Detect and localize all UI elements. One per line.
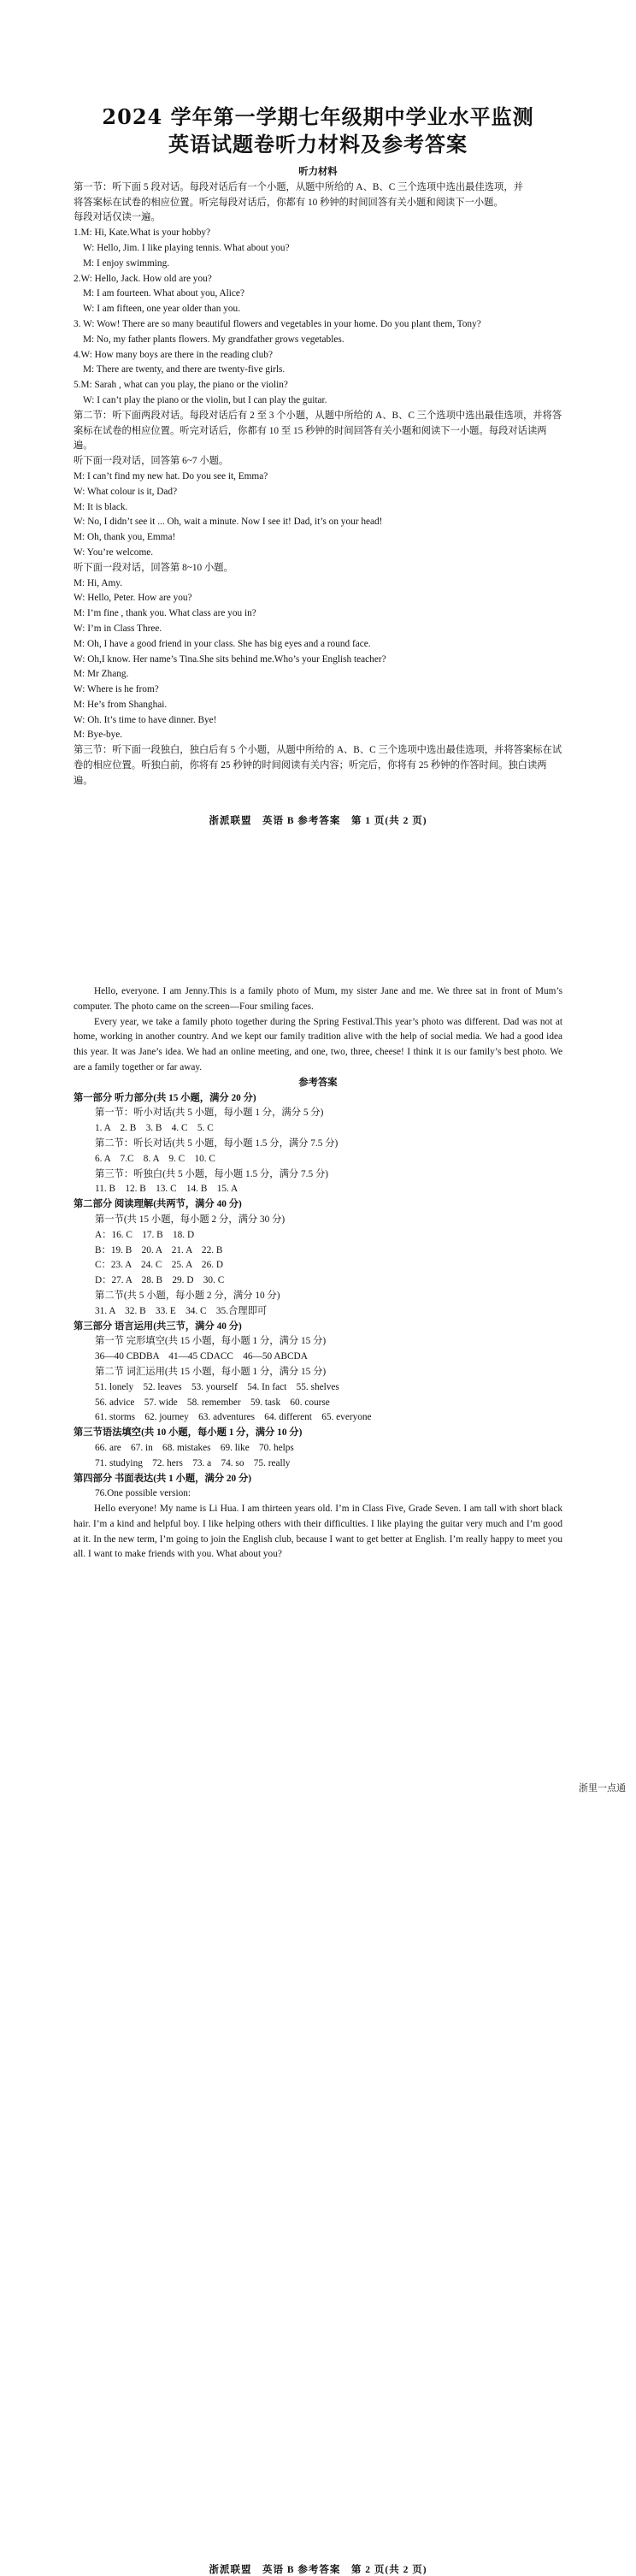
dialogue-line: M: Oh, thank you, Emma! (74, 532, 176, 543)
conversation2-intro: 听下面一段对话，回答第 8~10 小题。 (74, 562, 233, 573)
page-subtitle: 英语试题卷听力材料及参考答案 (168, 132, 468, 157)
dialogue-line: W: No, I didn’t see it ... Oh, wait a minute. Now I see it! Dad, it’s on your head! (74, 517, 383, 528)
dialogue-line: W: Oh,I know. Her name’s Tina.She sits behind me.Who’s your English teacher? (74, 653, 386, 665)
dialogue-line: 4.W: How many boys are there in the reading club? (74, 349, 273, 360)
dialogue-line: W: Hello, Jim. I like playing tennis. What about you? (83, 242, 290, 253)
part1-heading: 第一部分 听力部分(共 15 小题，满分 20 分) (74, 1092, 256, 1103)
dialogue-line: W: I’m in Class Three. (74, 623, 162, 634)
section-heading: 第一节(共 15 小题，每小题 2 分，满分 30 分) (95, 1214, 286, 1225)
answer-line: 36—40 CBDBA 41—45 CDACC 46—50 ABCDA (95, 1351, 308, 1362)
dialogue-line: M: I can’t find my new hat. Do you see it, Emma? (74, 470, 268, 482)
answer-line: C：23. A 24. C 25. A 26. D (95, 1260, 224, 1271)
monologue-paragraph: Every year, we take a family photo together during the Spring Festival.This year’s photo was different. Dad was not at home, working in another country. And we kept our family tradition alive with the help of social media. We had a good idea this year. It was Jane’s idea. We had an online meeting, and one, two, three, cheese! I think it is our family’s best photo. We are a family together or far away. (74, 1016, 562, 1072)
dialogue-line: W: Where is he from? (74, 684, 159, 695)
answer-line: 6. A 7.C 8. A 9. C 10. C (95, 1153, 215, 1164)
dialogue-line: 2.W: Hello, Jack. How old are you? (74, 273, 212, 284)
dialogue-line: M: It is black. (74, 501, 128, 512)
section1-instructions: 第一节：听下面 5 段对话。每段对话后有一个小题，从题中所给的 A、B、C 三个选项中选出最佳选项，并 (74, 181, 523, 192)
answer-line: 31. A 32. B 33. E 34. C 35.合理即可 (95, 1305, 268, 1316)
dialogue-line: M: Bye-bye. (74, 730, 123, 741)
conversation1-intro: 听下面一段对话，回答第 6~7 小题。 (74, 456, 229, 467)
part3-heading: 第三部分 语言运用(共三节，满分 40 分) (74, 1320, 242, 1332)
section-heading: 第二节 词汇运用(共 15 小题，每小题 1 分，满分 15 分) (95, 1366, 327, 1377)
dialogue-line: M: I enjoy swimming. (83, 257, 170, 269)
answer-line: 11. B 12. B 13. C 14. B 15. A (95, 1184, 238, 1195)
section1-instructions: 每段对话仅读一遍。 (74, 212, 161, 223)
dialogue-line: M: Oh, I have a good friend in your class. She has big eyes and a round face. (74, 638, 371, 649)
section-heading: 第三节：听独白(共 5 小题，每小题 1.5 分，满分 7.5 分) (95, 1168, 329, 1179)
answer-line: B：19. B 20. A 21. A 22. B (95, 1244, 223, 1256)
dialogue-line: W: I am fifteen, one year older than you. (83, 304, 241, 315)
section3-instructions: 第三节：听下面一段独白，独白后有 5 个小题，从题中所给的 A、B、C 三个选项中选出最佳选项，并将答案标在试卷的相应位置。听独白前，你将有 25 秒钟的时间阅读有关内容；听完后，你将有 25 秒钟的作答时间。独白读两遍。 (74, 745, 562, 786)
dialogue-line: W: I can’t play the piano or the violin, but I can play the guitar. (83, 394, 327, 405)
dialogue-line: W: You’re welcome. (74, 547, 154, 558)
answer-line: 71. studying 72. hers 73. a 74. so 75. really (95, 1457, 291, 1468)
essay-text: Hello everyone! My name is Li Hua. I am thirteen years old. I’m in Class Five, Grade Seven. I am tall with short black hair. I’m a kind and helpful boy. I like helping others with their difficulties. I like playing the guitar very much and I’m good at it. In the new term, I’m going to join the English club, because I want to get better at English. I’m really happy to meet you all. I want to make friends with you. What about you? (74, 1504, 562, 1560)
page-footer: 浙派联盟 英语 B 参考答案 第 1 页(共 2 页) (209, 816, 427, 826)
answer-line: 66. are 67. in 68. mistakes 69. like 70. helps (95, 1442, 294, 1453)
answer-line: 61. storms 62. journey 63. adventures 64. different 65. everyone (95, 1412, 372, 1423)
monologue-and-answers (74, 984, 562, 1563)
page-footer: 浙派联盟 英语 B 参考答案 第 2 页(共 2 页) (209, 2565, 427, 2575)
dialogue-line: M: He’s from Shanghai. (74, 699, 168, 710)
section-heading: 第三节语法填空(共 10 小题，每小题 1 分，满分 10 分) (74, 1427, 303, 1439)
dialogue-line: M: Mr Zhang. (74, 669, 129, 680)
page-2 (0, 858, 636, 2575)
section2-instructions: 第二节：听下面两段对话。每段对话后有 2 至 3 个小题，从题中所给的 A、B、C 三个选项中选出最佳选项，并将答案标在试卷的相应位置。听完对话后，你都有 10 至 15 秒钟的时间回答有关小题和阅读下一小题。每段对话读两遍。 (74, 410, 562, 452)
dialogue-line: 3. W: Wow! There are so many beautiful flowers and vegetables in your home. Do you plant them, Tony? (74, 318, 481, 329)
part4-heading: 第四部分 书面表达(共 1 小题，满分 20 分) (74, 1473, 252, 1484)
monologue-paragraph: Hello, everyone. I am Jenny.This is a family photo of Mum, my sister Jane and me. We three sat in front of Mum’s computer. The photo came on the screen—Four smiling faces. (74, 986, 562, 1012)
listening-heading: 听力材料 (298, 167, 338, 177)
dialogue-line: M: There are twenty, and there are twenty-five girls. (83, 364, 286, 375)
dialogue-line: W: Hello, Peter. How are you? (74, 593, 192, 604)
dialogue-line: M: I am fourteen. What about you, Alice? (83, 288, 244, 299)
essay-label: 76.One possible version: (95, 1488, 191, 1499)
dialogue-line: M: I’m fine , thank you. What class are you in? (74, 608, 256, 619)
dialogue-line: 5.M: Sarah , what can you play, the piano or the violin? (74, 380, 288, 391)
dialogue-line: W: Oh. It’s time to have dinner. Bye! (74, 714, 217, 725)
watermark: 浙里一点通 (579, 1782, 626, 1793)
listening-material (74, 165, 562, 789)
dialogue-line: M: No, my father plants flowers. My grandfather grows vegetables. (83, 334, 344, 345)
answer-line: 51. lonely 52. leaves 53. yourself 54. In fact 55. shelves (95, 1381, 339, 1392)
section-heading: 第二节(共 5 小题，每小题 2 分，满分 10 分) (95, 1290, 280, 1301)
section-heading: 第二节：听长对话(共 5 小题，每小题 1.5 分，满分 7.5 分) (95, 1137, 339, 1149)
page-1 (0, 0, 636, 858)
dialogue-line: M: Hi, Amy. (74, 577, 123, 588)
dialogue-line: W: What colour is it, Dad? (74, 486, 178, 497)
answer-line: D：27. A 28. B 29. D 30. C (95, 1275, 225, 1286)
section1-instructions: 将答案标在试卷的相应位置。听完每段对话后，你都有 10 秒钟的时间回答有关小题和阅读下一小题。 (74, 197, 504, 208)
section-heading: 第一节：听小对话(共 5 小题，每小题 1 分，满分 5 分) (95, 1108, 324, 1119)
part2-heading: 第二部分 阅读理解(共两节，满分 40 分) (74, 1199, 242, 1210)
answer-line: 56. advice 57. wide 58. remember 59. task 60. course (95, 1397, 330, 1408)
answer-line: 1. A 2. B 3. B 4. C 5. C (95, 1123, 214, 1134)
answer-line: A：16. C 17. B 18. D (95, 1229, 195, 1240)
answers-heading: 参考答案 (298, 1077, 338, 1088)
section-heading: 第一节 完形填空(共 15 小题，每小题 1 分，满分 15 分) (95, 1336, 327, 1347)
dialogue-line: 1.M: Hi, Kate.What is your hobby? (74, 227, 211, 239)
page-title: 2024 学年第一学期七年级期中学业水平监测 (102, 104, 534, 129)
